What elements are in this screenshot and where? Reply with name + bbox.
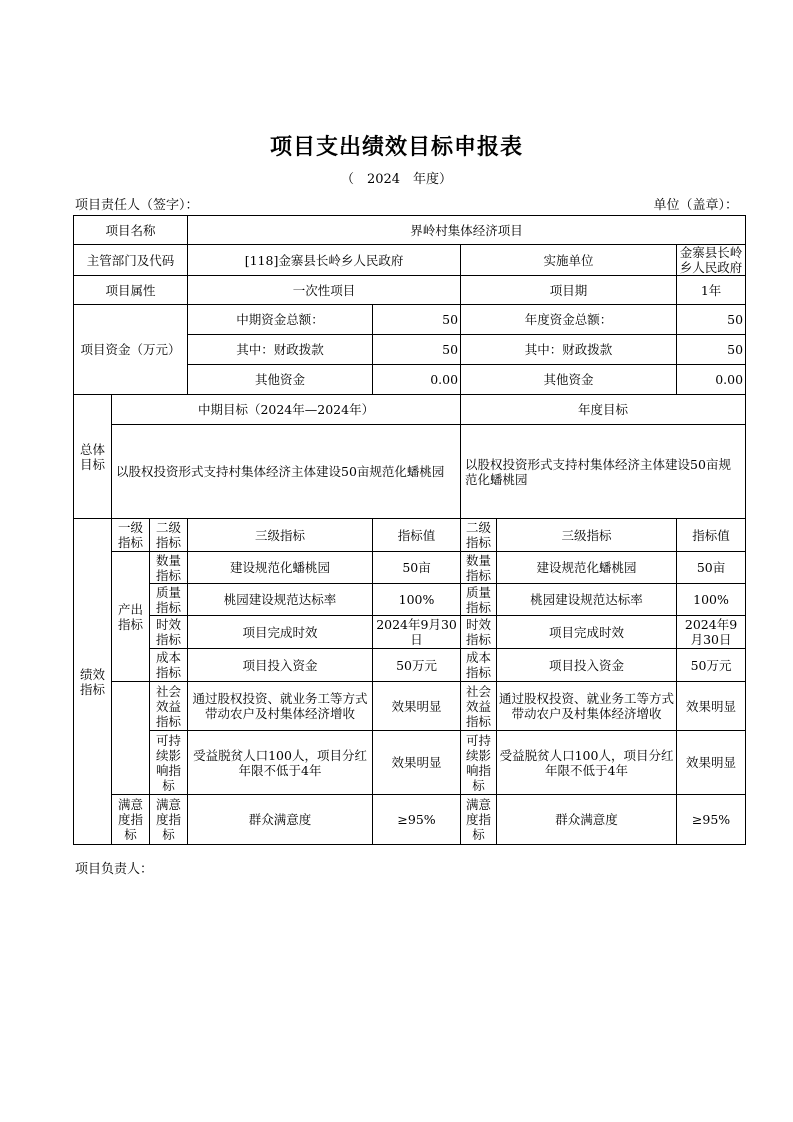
attribute-label: 项目属性	[74, 276, 188, 305]
value-cell-year: 50亩	[677, 552, 746, 584]
mid-goal-text: 以股权投资形式支持村集体经济主体建设50亩规范化蟠桃园	[112, 425, 461, 519]
value-cell-year: 效果明显	[677, 731, 746, 795]
level2-cell-year: 数量指标	[461, 552, 497, 584]
value-cell: 效果明显	[373, 682, 461, 731]
level3-cell: 通过股权投资、就业务工等方式带动农户及村集体经济增收	[188, 682, 373, 731]
value-cell: 50亩	[373, 552, 461, 584]
table-row	[74, 731, 746, 795]
row-department	[74, 245, 746, 276]
indicators-label: 绩效指标	[74, 519, 112, 845]
value-cell: 效果明显	[373, 731, 461, 795]
project-name-label: 项目名称	[74, 216, 188, 245]
year-total-value: 50	[677, 305, 746, 335]
value-cell: ≥95%	[373, 795, 461, 845]
period-label: 项目期	[461, 276, 677, 305]
department-label: 主管部门及代码	[74, 245, 188, 276]
value-cell-year: 100%	[677, 584, 746, 616]
value-cell: 100%	[373, 584, 461, 616]
level3-cell-year: 项目投入资金	[497, 649, 677, 682]
level2-cell-year: 满意度指标	[461, 795, 497, 845]
attribute-value: 一次性项目	[188, 276, 461, 305]
table-row	[74, 795, 746, 845]
level3-cell: 桃园建设规范达标率	[188, 584, 373, 616]
mid-other-label: 其他资金	[188, 365, 373, 395]
table-row	[74, 682, 746, 731]
year-line: （ 2024 年度）	[340, 172, 453, 187]
value-cell-year: 50万元	[677, 649, 746, 682]
level2-header: 二级指标	[150, 519, 188, 552]
level3-cell: 群众满意度	[188, 795, 373, 845]
table-row	[74, 649, 746, 682]
unit-seal-label: 单位（盖章）：	[653, 198, 738, 213]
row-goals-header	[74, 395, 746, 425]
value-header: 指标值	[373, 519, 461, 552]
level3-cell-year: 通过股权投资、就业务工等方式带动农户及村集体经济增收	[497, 682, 677, 731]
level3-cell: 建设规范化蟠桃园	[188, 552, 373, 584]
table-row	[74, 552, 746, 584]
year-fiscal-label: 其中：财政拨款	[461, 335, 677, 365]
period-value: 1年	[677, 276, 746, 305]
responsible-signature-label: 项目责任人（签字）：	[75, 198, 199, 213]
level2-cell-year: 质量指标	[461, 584, 497, 616]
level2-header-year: 二级指标	[461, 519, 497, 552]
value-cell-year: 2024年9月30日	[677, 616, 746, 649]
level2-cell: 时效指标	[150, 616, 188, 649]
funds-label: 项目资金（万元）	[74, 305, 188, 395]
overall-goal-label: 总体目标	[74, 395, 112, 519]
level2-cell-year: 可持续影响指标	[461, 731, 497, 795]
year-fiscal-value: 50	[677, 335, 746, 365]
row-attribute	[74, 276, 746, 305]
level3-cell-year: 群众满意度	[497, 795, 677, 845]
level2-cell: 数量指标	[150, 552, 188, 584]
level2-cell-year: 时效指标	[461, 616, 497, 649]
year-total-label: 年度资金总额：	[461, 305, 677, 335]
table-row	[74, 616, 746, 649]
year-other-value: 0.00	[677, 365, 746, 395]
year-other-label: 其他资金	[461, 365, 677, 395]
table-row	[74, 584, 746, 616]
level2-cell: 成本指标	[150, 649, 188, 682]
row-funds-total	[74, 305, 746, 335]
year-goal-header: 年度目标	[461, 395, 746, 425]
implementer-label: 实施单位	[461, 245, 677, 276]
level2-cell: 质量指标	[150, 584, 188, 616]
level3-header-year: 三级指标	[497, 519, 677, 552]
level2-cell-year: 成本指标	[461, 649, 497, 682]
level2-cell-year: 社会效益指标	[461, 682, 497, 731]
level1-header: 一级指标	[112, 519, 150, 552]
level3-cell: 项目完成时效	[188, 616, 373, 649]
output-indicator-label: 产出指标	[112, 552, 150, 682]
row-indicator-header	[74, 519, 746, 552]
mid-goal-header: 中期目标（2024年—2024年）	[112, 395, 461, 425]
value-cell-year: ≥95%	[677, 795, 746, 845]
level3-cell-year: 项目完成时效	[497, 616, 677, 649]
level3-cell: 受益脱贫人口100人，项目分红年限不低于4年	[188, 731, 373, 795]
mid-other-value: 0.00	[373, 365, 461, 395]
value-cell: 50万元	[373, 649, 461, 682]
page-title: 项目支出绩效目标申报表	[269, 134, 523, 160]
implementer-value: 金寨县长岭乡人民政府	[677, 245, 746, 276]
satisfaction-level1: 满意度指标	[112, 795, 150, 845]
department-value: [118]金寨县长岭乡人民政府	[188, 245, 461, 276]
value-cell: 2024年9月30日	[373, 616, 461, 649]
level3-cell-year: 桃园建设规范达标率	[497, 584, 677, 616]
value-header-year: 指标值	[677, 519, 746, 552]
mid-total-label: 中期资金总额：	[188, 305, 373, 335]
year-goal-text: 以股权投资形式支持村集体经济主体建设50亩规范化蟠桃园	[461, 425, 746, 519]
level3-cell-year: 建设规范化蟠桃园	[497, 552, 677, 584]
performance-target-table	[73, 215, 746, 845]
level2-cell: 可持续影响指标	[150, 731, 188, 795]
level3-cell-year: 受益脱贫人口100人，项目分红年限不低于4年	[497, 731, 677, 795]
level2-cell: 满意度指标	[150, 795, 188, 845]
benefit-indicator-label	[112, 682, 150, 795]
row-project-name	[74, 216, 746, 245]
row-goals-text	[74, 425, 746, 519]
level2-cell: 社会效益指标	[150, 682, 188, 731]
project-leader-label: 项目负责人：	[75, 862, 154, 877]
level3-header: 三级指标	[188, 519, 373, 552]
mid-total-value: 50	[373, 305, 461, 335]
mid-fiscal-label: 其中：财政拨款	[188, 335, 373, 365]
mid-fiscal-value: 50	[373, 335, 461, 365]
project-name-value: 界岭村集体经济项目	[188, 216, 746, 245]
level3-cell: 项目投入资金	[188, 649, 373, 682]
value-cell-year: 效果明显	[677, 682, 746, 731]
